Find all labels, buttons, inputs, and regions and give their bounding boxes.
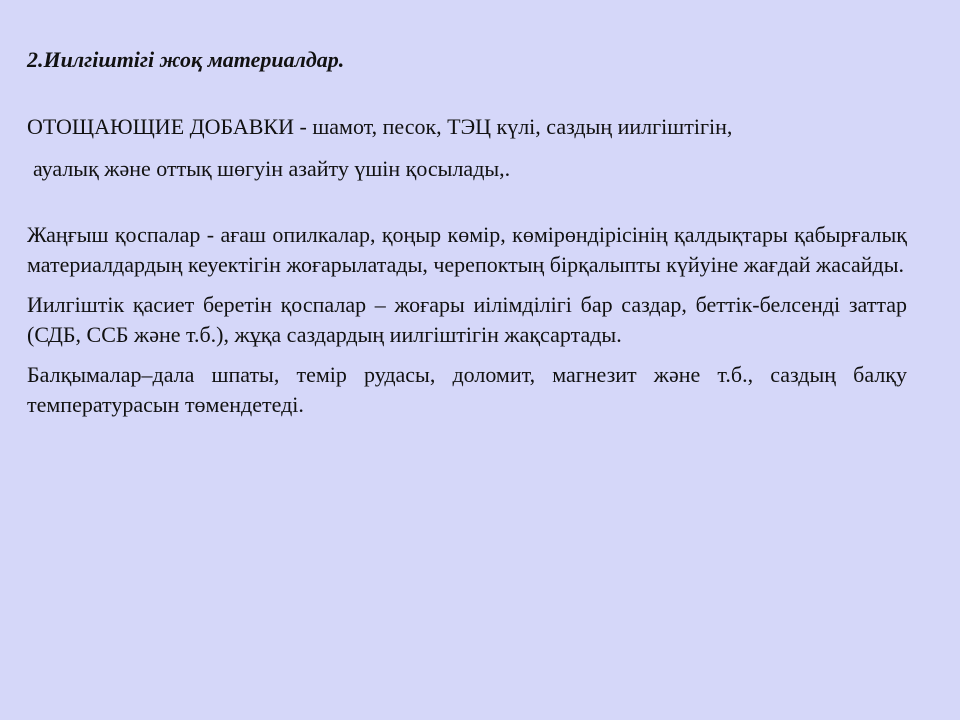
paragraph-fluxes: Балқымалар–дала шпаты, темір рудасы, доломит, магнезит және т.б., саздың балқу температурасын төмендетеді. bbox=[27, 362, 907, 417]
slide-content bbox=[27, 44, 907, 420]
slide-heading: 2.Иилгіштігі жоқ материалдар. bbox=[27, 47, 345, 72]
paragraph-combustible-additives: Жаңғыш қоспалар - ағаш опилкалар, қоңыр көмір, көмірөндірісінің қалдықтары қабырғалық материалдардың кеуектігін жоғарылатады, черепоктың бірқалыпты күйуіне жағдай жасайды. bbox=[27, 222, 907, 277]
paragraph-plasticizing-additives: Иилгіштік қасиет беретін қоспалар – жоғары иілімділігі бар саздар, беттік-белсенді заттар (СДБ, ССБ және т.б.), жұқа саздардың иилгіштігін жақсартады. bbox=[27, 292, 907, 347]
paragraph-additives: ОТОЩАЮЩИЕ ДОБАВКИ - шамот, песок, ТЭЦ күлі, саздың иилгіштігін, bbox=[27, 114, 733, 139]
paragraph-additives-purpose: ауалық және оттық шөгуін азайту үшін қосылады,. bbox=[33, 156, 511, 181]
